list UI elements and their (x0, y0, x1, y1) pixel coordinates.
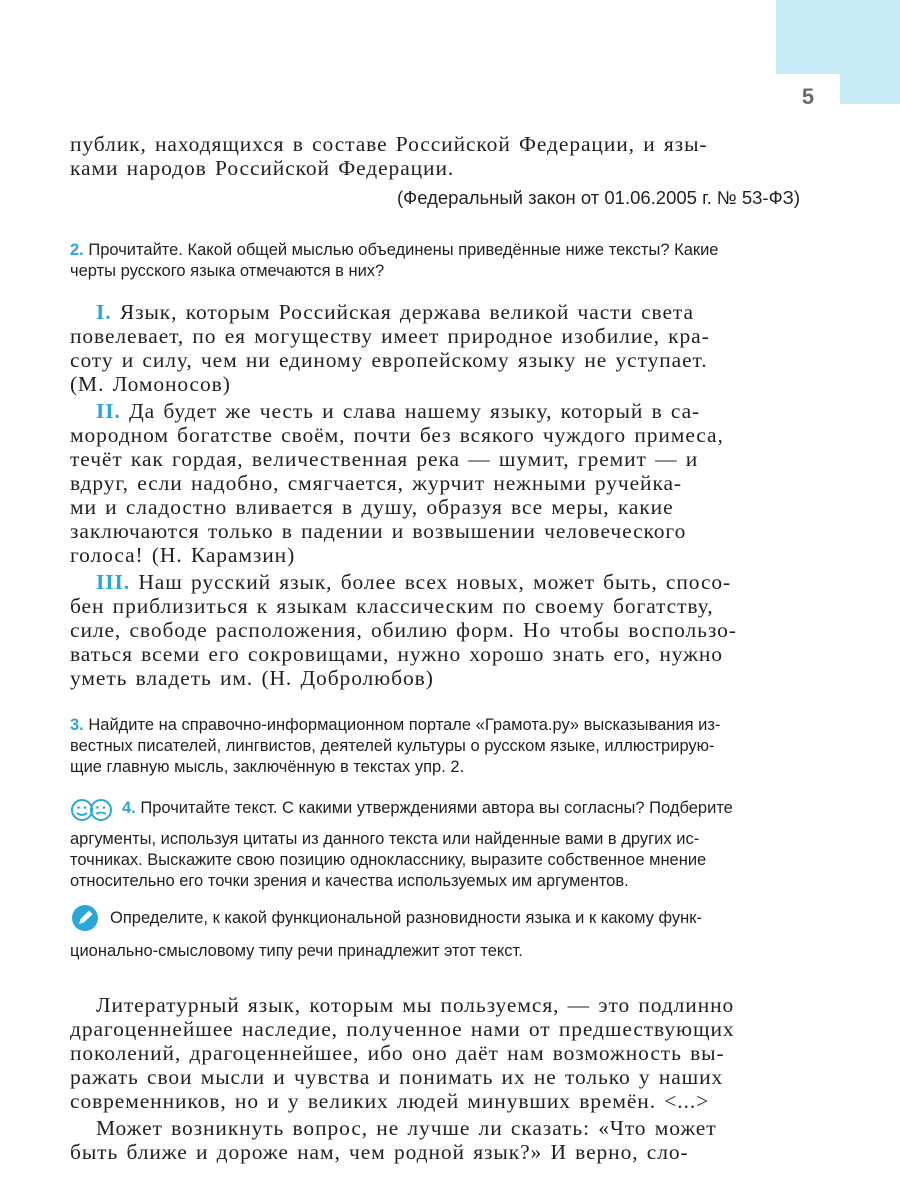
pair-work-icon (70, 798, 122, 829)
quote-line: заключаются только в падении и возвышении человеческого (70, 519, 687, 543)
quote-line: Язык, которым Российская держава великой части света (119, 300, 694, 324)
quote-dobrolyubov (70, 570, 800, 690)
task-number: 2. (70, 241, 84, 259)
task-text: Прочитайте текст. С какими утверждениями автора вы согласны? Подберите (140, 799, 733, 817)
task-text: черты русского языка отмечаются в них? (70, 262, 385, 280)
task-text: щие главную мысль, заключённую в текстах упр. 2. (70, 758, 465, 776)
quote-line: мородном богатстве своём, почти без всякого чуждого примеса, (70, 423, 724, 447)
passage-line: современников, но и у великих людей минувших времён. <...> (70, 1089, 710, 1113)
intro-block (70, 132, 800, 210)
quote-line: Да будет же честь и слава нашему языку, который в са- (129, 399, 701, 423)
task-text: вестных писателей, лингвистов, деятелей культуры о русском языке, иллюстрирую- (70, 737, 715, 755)
law-reference: (Федеральный закон от 01.06.2005 г. № 53-ФЗ) (396, 187, 800, 208)
intro-line: публик, находящихся в составе Российской Федерации, и язы- (70, 132, 708, 156)
quote-line: уметь владеть им. (Н. Добролюбов) (70, 666, 434, 690)
task-text: Определите, к какой функциональной разновидности языка и к какому функ- (110, 909, 702, 927)
quote-roman-numeral: I. (96, 300, 112, 324)
task-text: Прочитайте. Какой общей мыслью объединены приведённые ниже тексты? Какие (88, 241, 719, 259)
passage-line: поколений, драгоценнейшее, ибо оно даёт нам возможность вы- (70, 1041, 725, 1065)
task-text: точниках. Выскажите свою позицию однокласснику, выразите собственное мнение (70, 851, 707, 869)
passage-line: ражать свои мысли и чувства и понимать их не только у наших (70, 1065, 724, 1089)
task-text: аргументы, используя цитаты из данного текста или найденные вами в других ис- (70, 830, 700, 848)
quote-roman-numeral: III. (96, 570, 131, 594)
quote-line: ми и сладостно вливается в душу, образуя все меры, какие (70, 495, 674, 519)
quote-lomonosov (70, 300, 800, 396)
quote-karamzin (70, 399, 800, 567)
task-3 (70, 715, 800, 778)
quote-line: голоса! (Н. Карамзин) (70, 543, 296, 567)
passage-line: быть ближе и дороже нам, чем родной язык?» И верно, сло- (70, 1140, 689, 1164)
task-text: ционально-смысловому типу речи принадлежит этот текст. (70, 942, 523, 960)
reading-passage (70, 993, 800, 1164)
quote-line: Наш русский язык, более всех новых, может быть, спосо- (138, 570, 732, 594)
task-4-subtask (70, 904, 800, 965)
passage-line: Может возникнуть вопрос, не лучше ли сказать: «Что может (96, 1116, 717, 1140)
corner-tab (776, 0, 900, 74)
task-text: относительно его точки зрения и качества используемых им аргументов. (70, 872, 629, 890)
quotes-block (70, 300, 800, 690)
quote-roman-numeral: II. (96, 399, 121, 423)
passage-line: Литературный язык, которым мы пользуемся, — это подлинно (96, 993, 735, 1017)
task-text: Найдите на справочно-информационном портале «Грамота.ру» высказывания из- (88, 716, 721, 734)
intro-line: ками народов Российской Федерации. (70, 156, 455, 180)
page-number-tab (840, 74, 900, 104)
page-number: 5 (801, 84, 815, 109)
quote-line: вдруг, если надобно, смягчается, журчит нежными ручейка- (70, 471, 682, 495)
quote-line: течёт как гордая, величественная река — шумит, гремит — и (70, 447, 699, 471)
pencil-icon (70, 904, 110, 937)
task-number: 4. (122, 799, 136, 817)
quote-line: ваться всеми его сокровищами, нужно хорошо знать его, нужно (70, 642, 723, 666)
task-2 (70, 240, 800, 282)
quote-line: повелевает, по ея могуществу имеет природное изобилие, кра- (70, 324, 710, 348)
task-number: 3. (70, 716, 84, 734)
passage-line: драгоценнейшее наследие, полученное нами от предшествующих (70, 1017, 735, 1041)
quote-line: соту и силу, чем ни единому европейскому языку не уступает. (70, 348, 708, 372)
quote-line: (М. Ломоносов) (70, 372, 231, 396)
page-content (70, 132, 800, 1164)
passage-paragraph-1 (70, 993, 800, 1113)
task-4 (70, 798, 800, 892)
quote-line: силе, свободе расположения, обилию форм. Но чтобы воспользо- (70, 618, 737, 642)
passage-paragraph-2 (70, 1116, 800, 1164)
quote-line: бен приблизиться к языкам классическим по своему богатству, (70, 594, 714, 618)
